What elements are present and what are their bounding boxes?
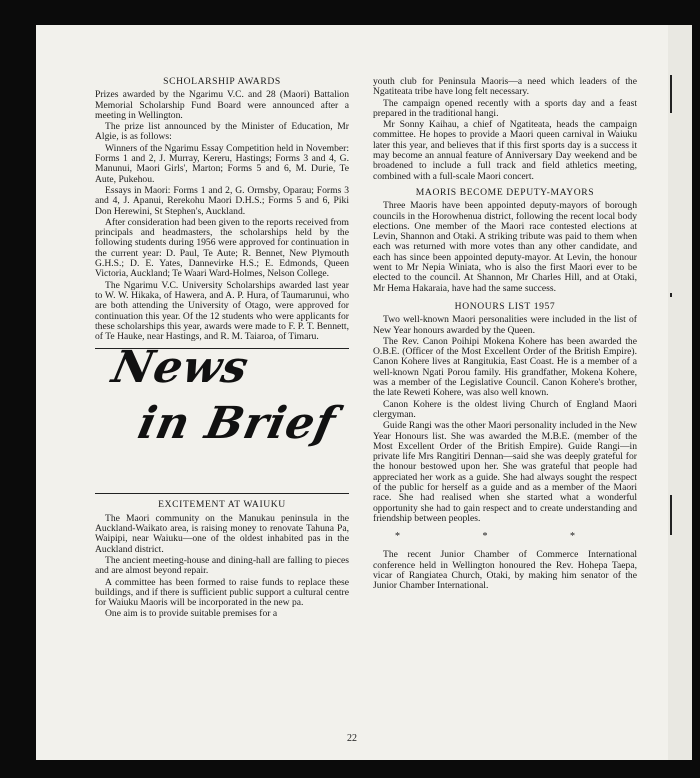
mayors-heading: MAORIS BECOME DEPUTY-MAYORS: [415, 186, 595, 198]
honours-paragraph: Canon Kohere is the oldest living Church of England Maori clergyman.: [373, 398, 637, 420]
waiuku-continued: The campaign opened recently with a sports day and a feast prepared in the traditional hangi.: [373, 97, 637, 119]
waiuku-paragraph: A committee has been formed to raise funds to replace these buildings, and if there is sufficient public support a cultural centre for Waiuku Maoris will be incorporated in the new pa.: [95, 576, 349, 609]
honours-paragraph: Two well-known Maori personalities were included in the list of New Year honours awarded by the Queen.: [373, 314, 637, 336]
mayors-paragraph: Three Maoris have been appointed deputy-mayors of borough councils in the Horowhenua district, following the recent local body elections. One member of the Maori race contested elections at Levin, Shannon and Otaki. A striking tribute was paid to them when each was returned with more votes than any other candidate, and each has since been appointed deputy-mayor. At Levin, the honour went to Mr Nepia Winiata, who is also the first Maori ever to be elected to the council. At Shannon, Mr Charles Hill, and at Otaki, Mr Hema Hakaraia, have had the same success.: [373, 200, 637, 294]
edge-mark: [670, 75, 672, 113]
scholarship-paragraph: Winners of the Ngarimu Essay Competition held in November: Forms 1 and 2, J. Murray, Kereru, Hastings; Forms 3 and 4, G. Manunui, Maori Girls', Marton; Forms 5 and 6, M. Durie, Te Aute, Pukehou.: [95, 142, 349, 185]
honours-paragraph: Guide Rangi was the other Maori personality included in the New Year Honours list. She was awarded the M.B.E. (member of the Most Excellent Order of the British Empire). Guide Rangi—in private life Mrs Rangitiri Dennan—said she was deeply grateful for the honour bestowed upon her. She was grateful that people had appreciated her work as a guide. She had always sought the respect of the public for herself as a guide and as a member of the Maori race. She had realised when she started what a wonderful opportunity she had to gain respect and to create understanding and friendship between peoples.: [373, 420, 637, 524]
news-in-brief-masthead: [95, 342, 349, 493]
divider-bottom: [95, 493, 349, 494]
adjacent-page-edge: [668, 25, 692, 760]
waiuku-paragraph: The Maori community on the Manukau peninsula in the Auckland-Waikato area, is raising money to renovate Tahuna Pa, Waipipi, near Waiuku—one of the oldest inhabited pas in the Auckland district.: [95, 512, 349, 555]
scholarship-paragraph: The prize list announced by the Minister of Education, Mr Algie, is as follows:: [95, 121, 349, 143]
masthead-line1: News: [107, 342, 254, 394]
page: [36, 25, 668, 760]
honours-heading: HONOURS LIST 1957: [454, 300, 556, 312]
right-column: [373, 77, 637, 593]
waiuku-continued: youth club for Peninsula Maoris—a need which leaders of the Ngatiteata tribe have long felt necessary.: [373, 76, 637, 98]
left-column: [95, 77, 349, 621]
masthead-line2: in Brief: [133, 398, 341, 450]
scholarship-paragraph: Essays in Maori: Forms 1 and 2, G. Ormsby, Oparau; Forms 3 and 4, J. Apanui, Rerekohu Maori D.H.S.; Forms 5 and 6, Piki Don Herewini, St Stephen's, Auckland.: [95, 184, 349, 217]
junior-chamber-paragraph: The recent Junior Chamber of Commerce International conference held in Wellington honoured the Rev. Hohepa Taepa, vicar of Rangiatea Church, Otaki, by making him senator of the Junior Chamber International.: [373, 549, 637, 592]
waiuku-heading: EXCITEMENT AT WAIUKU: [158, 499, 286, 511]
edge-mark: [670, 293, 672, 297]
honours-paragraph: The Rev. Canon Poihipi Mokena Kohere has been awarded the O.B.E. (Officer of the Most Excellent Order of the British Empire). Canon Kohere lives at Rangitukia, East Coast. He is a member of a well-known Ngati Porou family. His grandfather, Mokena Kohere, was a member of the Legislative Council. Canon Kohere's brother, the late Reweti Kohere, was also well known.: [373, 335, 637, 399]
section-separator: * * *: [395, 531, 615, 543]
page-number: 22: [347, 733, 357, 744]
scholarship-paragraph: The Ngarimu V.C. University Scholarships awarded last year to W. W. Hikaka, of Hawera, and A. P. Hura, of Taumarunui, who are both attending the University of Otago, were approved for continuation this year. Of the 12 students who were applicants for these scholarships this year, awards were made to F. P. T. Bennett, of Te Hauke, near Hastings, and R. M. Taiaroa, of Timaru.: [95, 279, 349, 343]
waiuku-paragraph: One aim is to provide suitable premises for a: [105, 608, 278, 620]
waiuku-continued: Mr Sonny Kaihau, a chief of Ngatiteata, heads the campaign committee. He hopes to provide a Maori queen carnival in Waiuku later this year, and believes that if this first sports day is a success it may become an annual feature of Anniversary Day weekend and be broadened to include a full track and field athletics meeting, combined with a full-scale Maori concert.: [373, 119, 637, 182]
scholarship-heading: SCHOLARSHIP AWARDS: [163, 76, 281, 87]
scholarship-paragraph: After consideration had been given to the reports received from principals and headmasters, the scholarships held by the following students during 1956 were approved for continuation in the current year: D. Paul, Te Aute; R. Bennet, New Plymouth G.H.S.; D. E. Yates, Dannevirke H.S.; E. Edmonds, Queen Victoria, Auckland; Te Waari Ward-Holmes, Nelson College.: [95, 216, 349, 280]
waiuku-paragraph: The ancient meeting-house and dining-hall are falling to pieces and are almost beyond repair.: [95, 554, 349, 577]
edge-mark: [670, 495, 672, 535]
scholarship-paragraph: Prizes awarded by the Ngarimu V.C. and 28 (Maori) Battalion Memorial Scholarship Fund Board were announced after a meeting in Wellington.: [95, 89, 349, 121]
